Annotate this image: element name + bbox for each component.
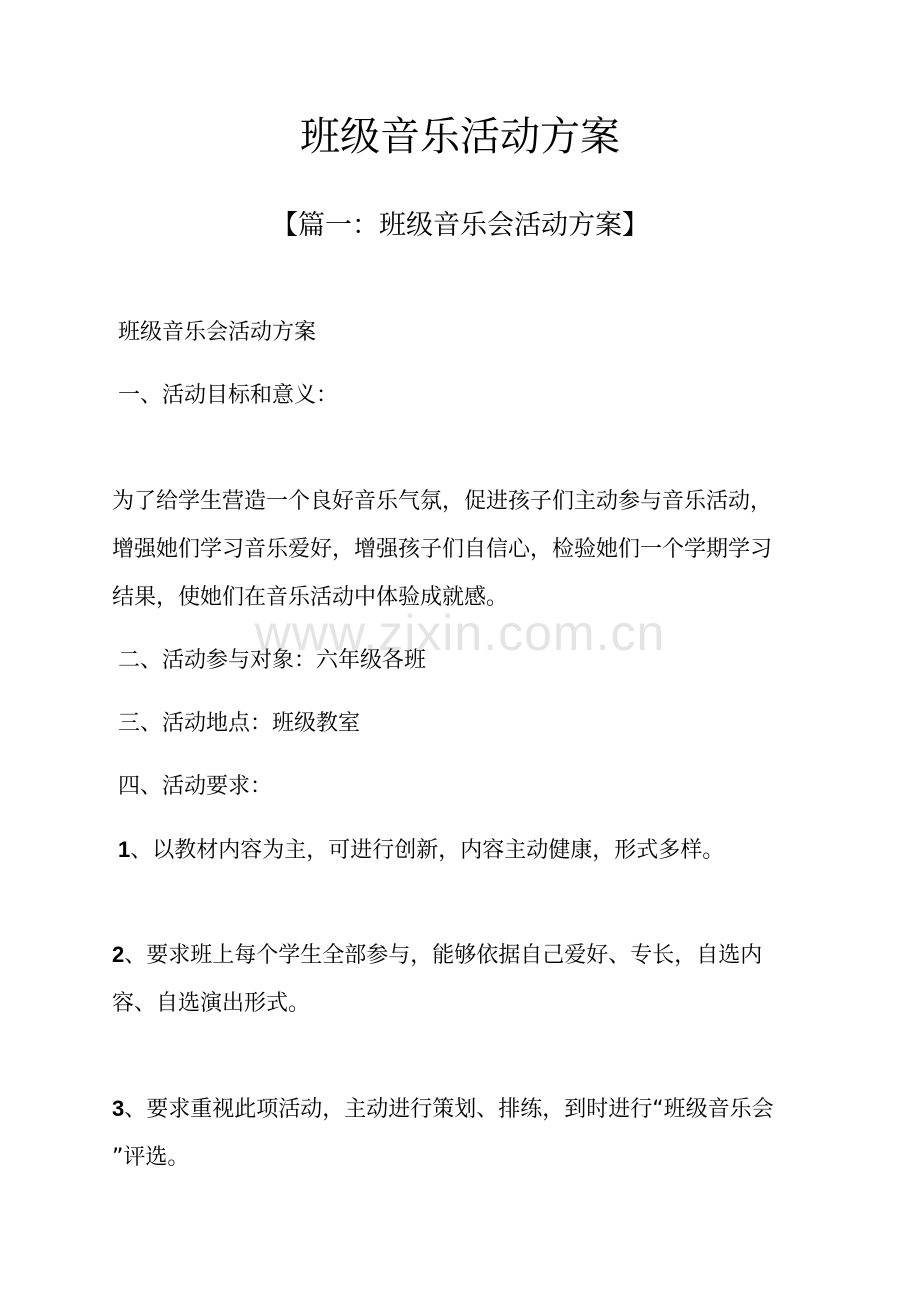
requirement-2 xyxy=(112,931,812,1028)
requirement-text: 、以教材内容为主，可进行创新，内容主动健康，形式多样。 xyxy=(130,838,725,863)
watermark: www.zixin.com.cn xyxy=(254,605,666,661)
purpose-line: 为了给学生营造一个良好音乐气氛，促进孩子们主动参与音乐活动， xyxy=(112,489,773,514)
requirement-text: 、要求班上每个学生全部参与，能够依据自己爱好、专长，自选内 xyxy=(124,943,763,968)
section-goals-heading: 一、活动目标和意义： xyxy=(118,383,339,408)
requirement-number: 2 xyxy=(112,942,125,967)
purpose-line: 增强她们学习音乐爱好，增强孩子们自信心，检验她们一个学期学习 xyxy=(112,537,773,562)
section-requirements-heading: 四、活动要求： xyxy=(118,774,273,799)
document-title: 班级音乐活动方案 xyxy=(300,114,620,160)
requirement-3 xyxy=(112,1085,812,1182)
purpose-line: 结果，使她们在音乐活动中体验成就感。 xyxy=(112,585,509,610)
requirement-text: 、要求重视此项活动，主动进行策划、排练，到时进行“班级音乐会 xyxy=(124,1097,774,1122)
document-subtitle: 【篇一：班级音乐会活动方案】 xyxy=(271,210,649,241)
requirement-text: ”评选。 xyxy=(112,1145,190,1170)
purpose-paragraph xyxy=(112,478,812,622)
requirement-text: 容、自选演出形式。 xyxy=(112,991,311,1016)
section-participants: 二、活动参与对象：六年级各班 xyxy=(118,648,427,673)
section-location: 三、活动地点：班级教室 xyxy=(118,711,361,736)
requirement-number: 1 xyxy=(118,837,131,862)
section-heading: 班级音乐会活动方案 xyxy=(118,320,317,345)
requirement-1 xyxy=(118,835,818,866)
requirement-number: 3 xyxy=(112,1096,125,1121)
